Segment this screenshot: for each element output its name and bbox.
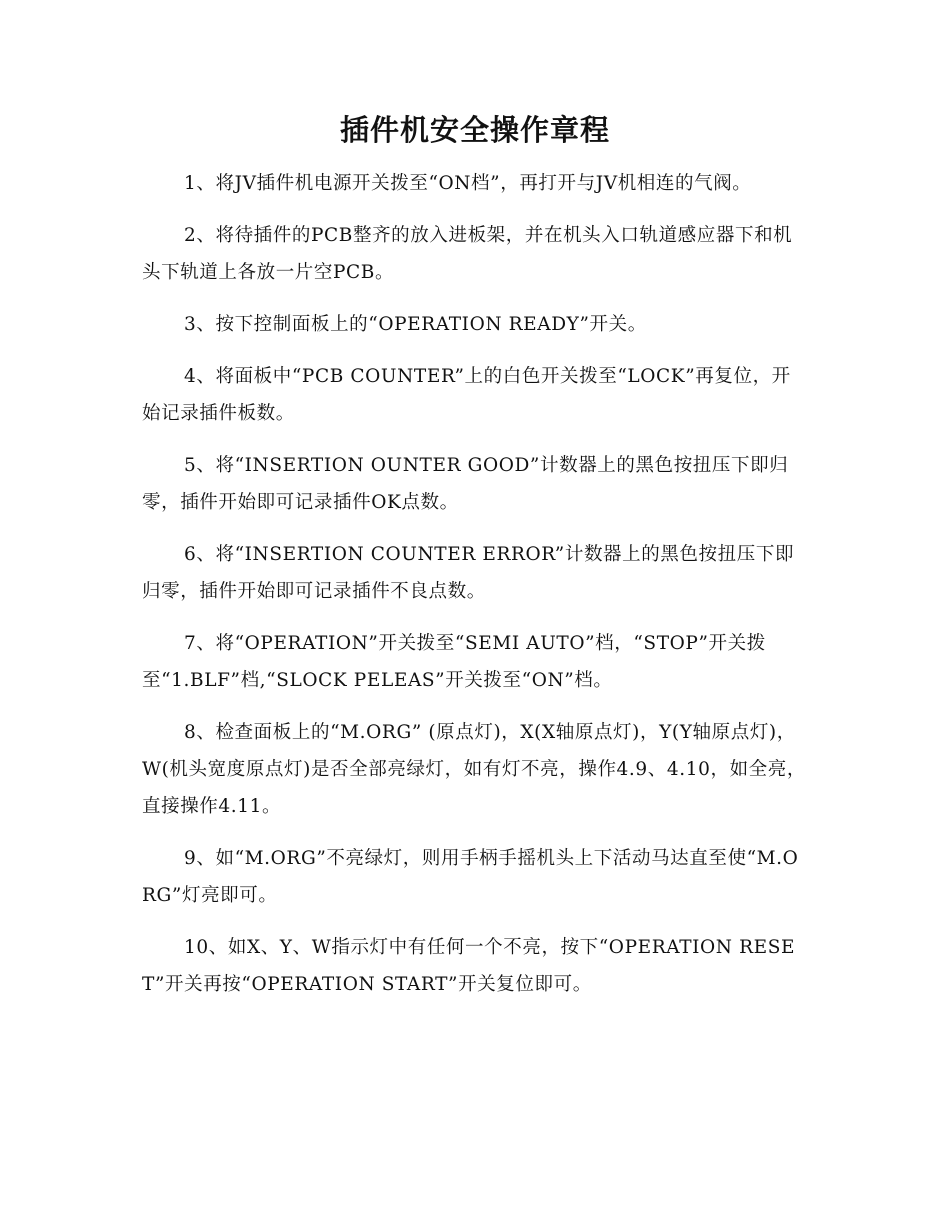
paragraph-step-1: 1、将JV插件机电源开关拨至“ON档”，再打开与JV机相连的气阀。 [184,173,752,194]
paragraph-step-3: 3、按下控制面板上的“OPERATION READY”开关。 [184,314,647,335]
document-body [142,165,807,1018]
paragraph-step-8: 8、检查面板上的“M.ORG” (原点灯)，X(X轴原点灯)，Y(Y轴原点灯)，W(机头宽度原点灯)是否全部亮绿灯，如有灯不亮，操作4.9、4.10，如全亮，直接操作4.11。 [142,722,806,817]
document-title: 插件机安全操作章程 [339,113,610,147]
paragraph-step-4: 4、将面板中“PCB COUNTER”上的白色开关拨至“LOCK”再复位，开始记录插件板数。 [142,366,791,424]
paragraph-step-2: 2、将待插件的PCB整齐的放入进板架，并在机头入口轨道感应器下和机头下轨道上各放一片空PCB。 [142,225,793,283]
paragraph-step-7: 7、将“OPERATION”开关拨至“SEMI AUTO”档，“STOP”开关拨至“1.BLF”档,“SLOCK PELEAS”开关拨至“ON”档。 [142,633,766,691]
paragraph-step-5: 5、将“INSERTION OUNTER GOOD”计数器上的黑色按扭压下即归零，插件开始即可记录插件OK点数。 [142,455,789,513]
paragraph-step-10: 10、如X、Y、W指示灯中有任何一个不亮，按下“OPERATION RESET”开关再按“OPERATION START”开关复位即可。 [142,937,796,995]
paragraph-step-9: 9、如“M.ORG”不亮绿灯，则用手柄手摇机头上下活动马达直至使“M.ORG”灯亮即可。 [142,848,799,906]
paragraph-step-6: 6、将“INSERTION COUNTER ERROR”计数器上的黑色按扭压下即归零，插件开始即可记录插件不良点数。 [142,544,795,602]
